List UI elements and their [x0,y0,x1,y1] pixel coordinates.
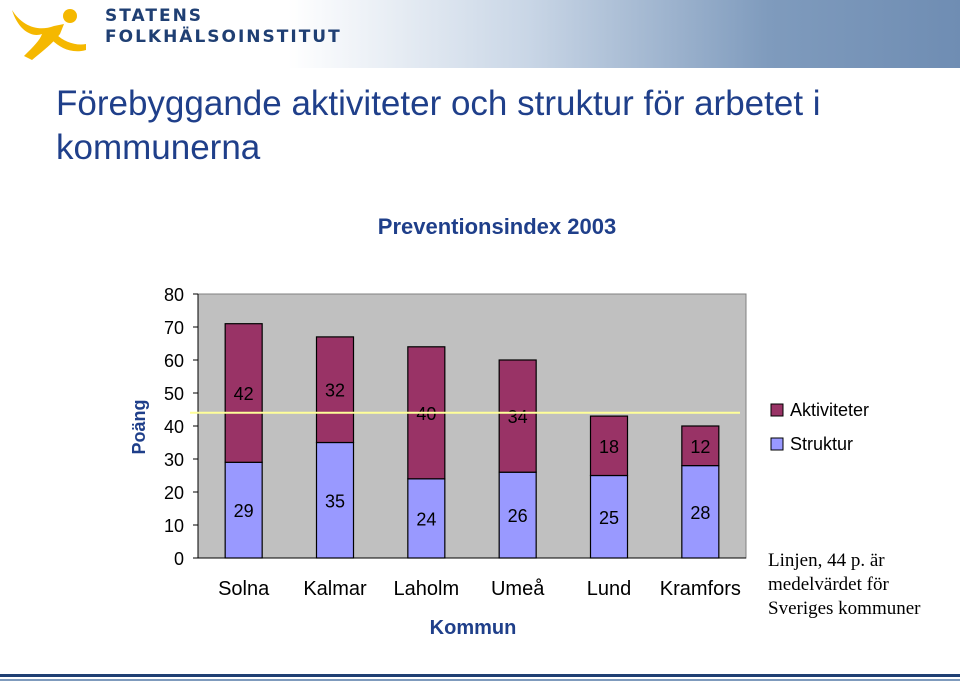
average-line-note: Linjen, 44 p. är medelvärdet för Sveriges kommuner [768,550,921,619]
y-tick-label: 10 [163,516,184,536]
y-tick-label: 40 [163,417,184,437]
x-tick-label: Kramfors [659,578,741,600]
x-tick-label: Solna [218,578,270,600]
data-label-aktiviteter: 42 [233,384,254,404]
x-axis-label: Kommun [429,617,517,639]
legend-swatch [771,438,783,450]
data-label-struktur: 28 [690,502,711,523]
y-tick-label: 20 [163,483,184,503]
x-tick-label: Kalmar [303,578,367,600]
page-title: Förebyggande aktiviteter och struktur för arbetet i kommunerna [56,84,821,167]
data-label-struktur: 29 [233,501,254,522]
org-name-line2: FOLKHÄLSOINSTITUT [105,27,342,47]
data-label-aktiviteter: 32 [324,380,346,401]
footer-rule [0,674,960,677]
data-label-aktiviteter: 40 [416,403,437,424]
y-tick-label: 80 [163,285,184,305]
data-label-aktiviteter: 34 [507,407,528,428]
y-tick-label: 30 [163,450,184,470]
chart-title: Preventionsindex 2003 [377,214,617,239]
legend-label: Aktiviteter [790,400,870,420]
x-tick-label: Laholm [393,578,460,600]
org-name-line1: STATENS [105,6,204,26]
data-label-aktiviteter: 18 [598,436,620,457]
legend-swatch [771,404,783,416]
y-tick-label: 70 [163,318,184,338]
x-tick-label: Umeå [490,578,545,600]
y-tick-label: 60 [163,351,184,371]
data-label-aktiviteter: 12 [690,436,711,457]
footer-rule-thin [0,679,960,681]
y-tick-label: 50 [163,384,184,404]
x-tick-label: Lund [586,578,632,600]
data-label-struktur: 26 [507,506,528,527]
data-label-struktur: 25 [598,507,620,528]
y-axis-label: Poäng [129,399,149,455]
data-label-struktur: 24 [416,509,437,530]
data-label-struktur: 35 [324,491,346,512]
y-tick-label: 0 [173,549,184,569]
plot-area [198,294,746,558]
legend-label: Struktur [790,434,854,454]
